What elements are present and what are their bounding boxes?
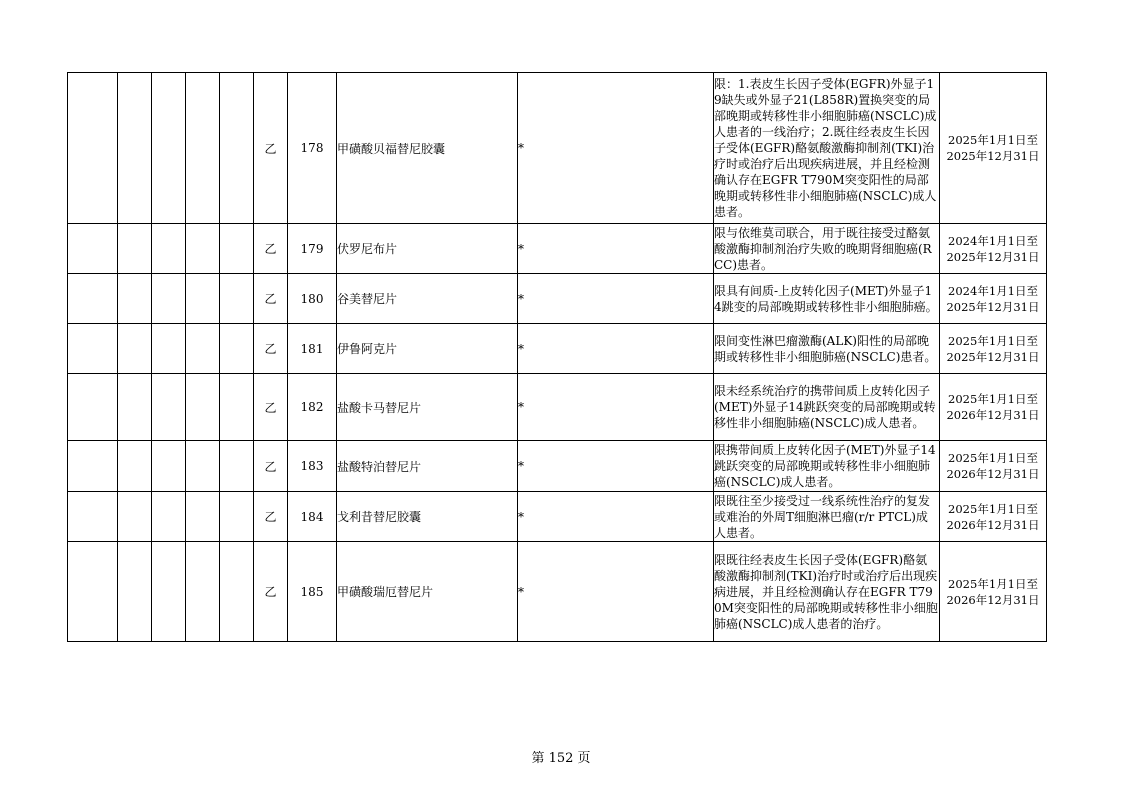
drug-name-cell: 伊鲁阿克片 — [337, 324, 518, 374]
empty-cell — [68, 441, 118, 492]
empty-cell — [186, 492, 220, 542]
empty-cell — [118, 542, 152, 642]
limit-scope-cell: 限既往经表皮生长因子受体(EGFR)酪氨酸激酶抑制剂(TKI)治疗时或治疗后出现疾病进展，并且经检测确认存在EGFR T790M突变阳性的局部晚期或转移性非小细胞肺癌(NSCLC)成人患者的治疗。 — [714, 542, 940, 642]
limit-scope-cell: 限：1.表皮生长因子受体(EGFR)外显子19缺失或外显子21(L858R)置换突变的局部晚期或转移性非小细胞肺癌(NSCLC)成人患者的一线治疗；2.既往经表皮生长因子受体(EGFR)酪氨酸激酶抑制剂(TKI)治疗时或治疗后出现疾病进展，并且经检测确认存在EGFR T790M突变阳性的局部晚期或转移性非小细胞肺癌(NSCLC)成人患者。 — [714, 73, 940, 224]
empty-cell — [220, 73, 254, 224]
dosage-form-cell: * — [518, 374, 714, 441]
period-end: 2025年12月31日 — [946, 299, 1040, 314]
drug-name-cell: 甲磺酸瑞厄替尼片 — [337, 542, 518, 642]
empty-cell — [220, 224, 254, 274]
period-end: 2025年12月31日 — [946, 349, 1040, 364]
drug-name-cell: 盐酸特泊替尼片 — [337, 441, 518, 492]
empty-cell — [186, 73, 220, 224]
limit-scope-cell: 限具有间质-上皮转化因子(MET)外显子14跳变的局部晚期或转移性非小细胞肺癌。 — [714, 274, 940, 324]
drug-catalog-table — [67, 72, 1047, 642]
empty-cell — [220, 492, 254, 542]
period-start: 2025年1月1日至 — [948, 333, 1038, 348]
empty-cell — [220, 324, 254, 374]
agreement-period-cell — [940, 441, 1047, 492]
drug-name-cell: 戈利昔替尼胶囊 — [337, 492, 518, 542]
period-start: 2024年1月1日至 — [948, 233, 1038, 248]
period-end: 2026年12月31日 — [946, 592, 1040, 607]
page-number: 第 152 页 — [531, 751, 591, 766]
period-end: 2026年12月31日 — [946, 517, 1040, 532]
table-row — [68, 374, 1047, 441]
empty-cell — [68, 324, 118, 374]
empty-cell — [68, 492, 118, 542]
period-end: 2026年12月31日 — [946, 467, 1040, 481]
table-row — [68, 492, 1047, 542]
limit-scope-cell: 限间变性淋巴瘤激酶(ALK)阳性的局部晚期或转移性非小细胞肺癌(NSCLC)患者。 — [714, 324, 940, 374]
empty-cell — [152, 374, 186, 441]
dosage-form-cell: * — [518, 274, 714, 324]
category-cell: 乙 — [254, 324, 288, 374]
empty-cell — [118, 374, 152, 441]
empty-cell — [220, 274, 254, 324]
empty-cell — [152, 73, 186, 224]
table-row — [68, 324, 1047, 374]
empty-cell — [186, 542, 220, 642]
serial-number-cell: 181 — [288, 324, 337, 374]
table-row — [68, 441, 1047, 492]
agreement-period-cell — [940, 73, 1047, 224]
agreement-period-cell — [940, 324, 1047, 374]
serial-number-cell: 185 — [288, 542, 337, 642]
agreement-period-cell — [940, 224, 1047, 274]
category-cell: 乙 — [254, 224, 288, 274]
table-row — [68, 542, 1047, 642]
serial-number-cell: 184 — [288, 492, 337, 542]
period-start: 2025年1月1日至 — [948, 501, 1038, 516]
agreement-period-cell — [940, 374, 1047, 441]
limit-scope-cell: 限与依维莫司联合，用于既往接受过酪氨酸激酶抑制剂治疗失败的晚期肾细胞癌(RCC)患者。 — [714, 224, 940, 274]
period-end: 2026年12月31日 — [946, 408, 1040, 422]
empty-cell — [152, 542, 186, 642]
empty-cell — [220, 542, 254, 642]
limit-scope-cell: 限既往至少接受过一线系统性治疗的复发或难治的外周T细胞淋巴瘤(r/r PTCL)成人患者。 — [714, 492, 940, 542]
category-cell: 乙 — [254, 441, 288, 492]
empty-cell — [118, 441, 152, 492]
empty-cell — [118, 274, 152, 324]
drug-name-cell: 伏罗尼布片 — [337, 224, 518, 274]
dosage-form-cell: * — [518, 492, 714, 542]
period-start: 2025年1月1日至 — [948, 451, 1038, 465]
category-cell: 乙 — [254, 374, 288, 441]
empty-cell — [220, 374, 254, 441]
empty-cell — [152, 492, 186, 542]
empty-cell — [186, 224, 220, 274]
empty-cell — [118, 224, 152, 274]
empty-cell — [152, 441, 186, 492]
dosage-form-cell: * — [518, 542, 714, 642]
period-end: 2025年12月31日 — [946, 249, 1040, 264]
limit-scope-cell: 限携带间质上皮转化因子(MET)外显子14跳跃突变的局部晚期或转移性非小细胞肺癌(NSCLC)成人患者。 — [714, 441, 940, 492]
period-start: 2025年1月1日至 — [948, 576, 1038, 591]
table-row — [68, 274, 1047, 324]
serial-number-cell: 182 — [288, 374, 337, 441]
period-start: 2025年1月1日至 — [948, 392, 1038, 406]
dosage-form-cell: * — [518, 224, 714, 274]
agreement-period-cell — [940, 274, 1047, 324]
empty-cell — [118, 324, 152, 374]
dosage-form-cell: * — [518, 324, 714, 374]
category-cell: 乙 — [254, 492, 288, 542]
empty-cell — [152, 274, 186, 324]
empty-cell — [118, 492, 152, 542]
drug-name-cell: 盐酸卡马替尼片 — [337, 374, 518, 441]
serial-number-cell: 180 — [288, 274, 337, 324]
serial-number-cell: 178 — [288, 73, 337, 224]
category-cell: 乙 — [254, 73, 288, 224]
empty-cell — [220, 441, 254, 492]
table-row — [68, 224, 1047, 274]
category-cell: 乙 — [254, 274, 288, 324]
empty-cell — [186, 374, 220, 441]
dosage-form-cell: * — [518, 441, 714, 492]
agreement-period-cell — [940, 542, 1047, 642]
serial-number-cell: 179 — [288, 224, 337, 274]
period-start: 2025年1月1日至 — [948, 133, 1038, 147]
serial-number-cell: 183 — [288, 441, 337, 492]
table-row — [68, 73, 1047, 224]
limit-scope-cell: 限未经系统治疗的携带间质上皮转化因子(MET)外显子14跳跃突变的局部晚期或转移性非小细胞肺癌(NSCLC)成人患者。 — [714, 374, 940, 441]
empty-cell — [186, 324, 220, 374]
empty-cell — [152, 224, 186, 274]
category-cell: 乙 — [254, 542, 288, 642]
period-end: 2025年12月31日 — [946, 149, 1040, 163]
period-start: 2024年1月1日至 — [948, 283, 1038, 298]
empty-cell — [68, 542, 118, 642]
empty-cell — [68, 224, 118, 274]
empty-cell — [186, 274, 220, 324]
empty-cell — [186, 441, 220, 492]
empty-cell — [68, 274, 118, 324]
table-body — [68, 73, 1047, 642]
dosage-form-cell: * — [518, 73, 714, 224]
drug-name-cell: 谷美替尼片 — [337, 274, 518, 324]
empty-cell — [118, 73, 152, 224]
drug-name-cell: 甲磺酸贝福替尼胶囊 — [337, 73, 518, 224]
empty-cell — [68, 73, 118, 224]
empty-cell — [152, 324, 186, 374]
agreement-period-cell — [940, 492, 1047, 542]
empty-cell — [68, 374, 118, 441]
